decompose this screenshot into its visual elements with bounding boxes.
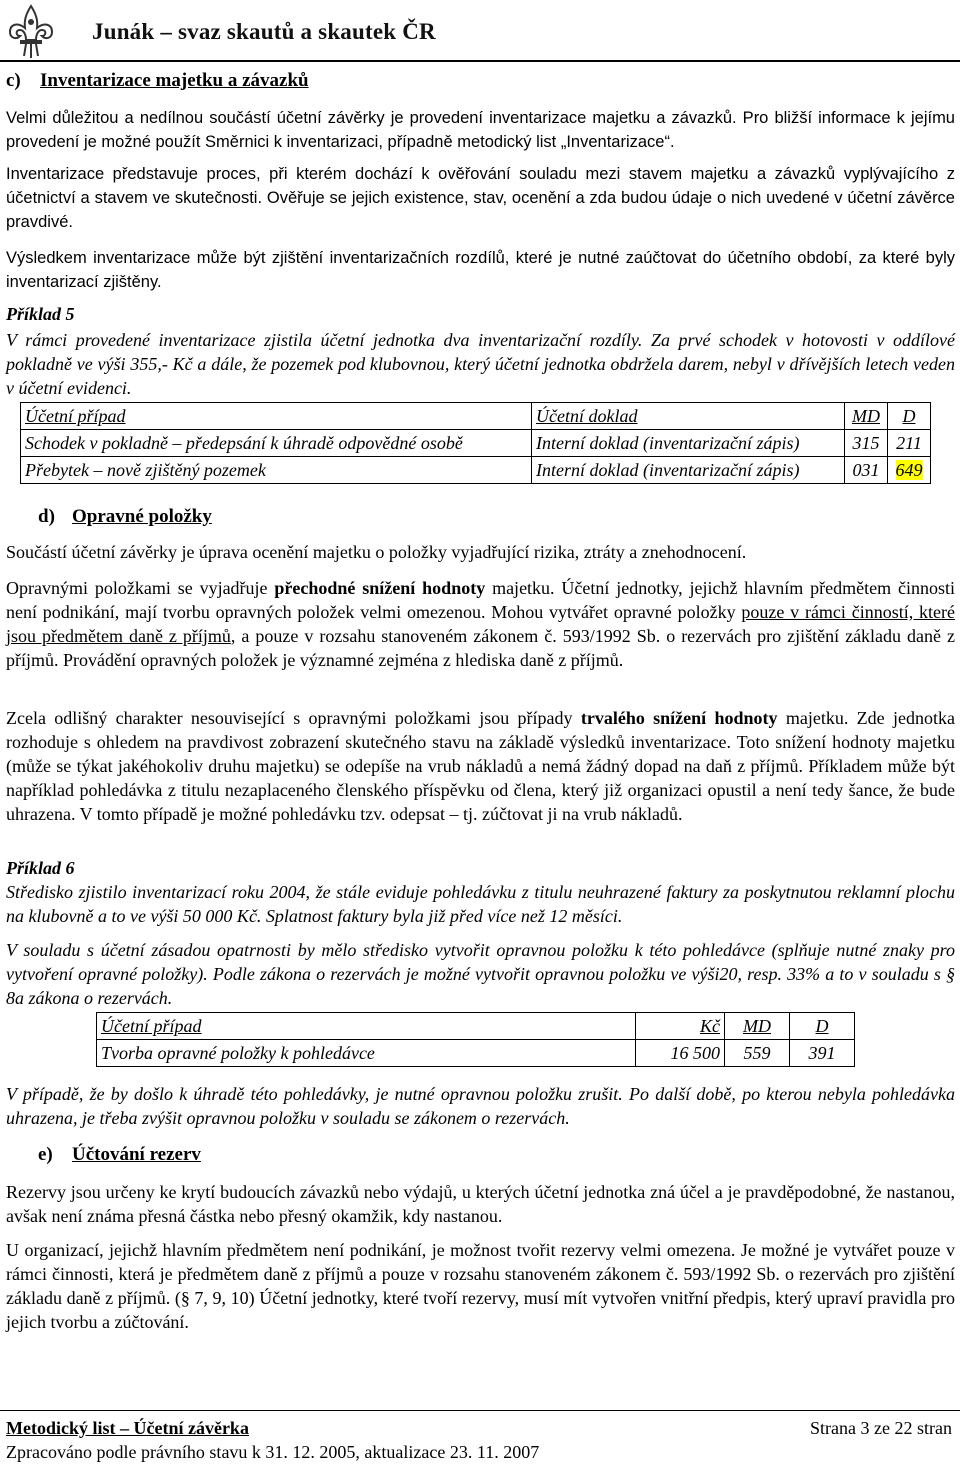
section-c-paragraph-2 <box>6 162 955 234</box>
section-c-title: Inventarizace majetku a závazků <box>40 70 309 91</box>
section-c-label: c) <box>6 70 21 91</box>
example-5-title: Příklad 5 <box>6 304 75 324</box>
example-6 <box>6 856 955 928</box>
highlighted-value: 649 <box>895 460 923 480</box>
example-6-text-2-wrap <box>6 938 955 1010</box>
inventory-table-wrap <box>20 402 931 484</box>
example-5 <box>6 302 955 400</box>
example-6-text-2: V souladu s účetní zásadou opatrnosti by mělo středisko vytvořit opravnou položku k této pohledávce (splňuje nutné znaky pro vytvoření opravné položky). Podle zákona o rezervách je možné vytvořit opravnou položku ve výši20, resp. 33% a to v souladu s § 8a zákona o rezervách. <box>6 940 955 1008</box>
section-c-paragraph-1: Velmi důležitou a nedílnou součástí účetní závěrky je provedení inventarizace majetku a závazků. Pro bližší informace k jejímu provedení je možné použít Směrnici k inventarizaci, případně metodický list „Inventarizace“. <box>6 109 955 151</box>
footer-revision: Zpracováno podle právního stavu k 31. 12. 2005, aktualizace 23. 11. 2007 <box>6 1442 540 1462</box>
table-header-cell: Účetní doklad <box>532 403 845 430</box>
section-c <box>6 68 955 94</box>
section-d-paragraph-1: Součástí účetní závěrky je úprava ocenění majetku o položky vyjadřující rizika, ztráty a znehodnocení. <box>6 542 747 562</box>
table-header-cell: Účetní případ <box>21 403 532 430</box>
table-cell: 559 <box>725 1040 790 1067</box>
text-run: Zcela odlišný charakter nesouvisející s opravnými položkami jsou případy <box>6 708 581 728</box>
table-header-row <box>21 403 931 430</box>
table-header-cell: D <box>888 403 931 430</box>
text-run: majetku. Účetní jednotky, jejichž hlavním předmětem činnosti není podnikání, mají tvorbu opravných položek velmi omezenou. Mohou vytvářet opravné položky <box>6 578 955 622</box>
section-c-paragraph-2a: Inventarizace představuje proces, při kterém dochází k ověřování souladu mezi stavem majetku a závazků vyplývajícího z účetnictví a stavem ve skutečnosti. <box>6 165 955 207</box>
table-header-cell: Kč <box>636 1013 725 1040</box>
section-d-label: d) <box>38 506 55 527</box>
table-cell: 315 <box>845 430 888 457</box>
section-d-title: Opravné položky <box>72 506 212 527</box>
table-header-cell: MD <box>845 403 888 430</box>
table-cell: 211 <box>888 430 931 457</box>
table-cell: 031 <box>845 457 888 484</box>
section-c-paragraph-2b: Ověřuje se jejich existence, stav, ocenění a zda budou údaje o nich uvedené v účetní závěrce pravdivé. <box>6 189 955 231</box>
section-d-paragraph-3 <box>6 706 955 826</box>
bold-phrase: trvalého snížení hodnoty <box>580 708 778 728</box>
section-d-after-table: V případě, že by došlo k úhradě této pohledávky, je nutné opravnou položku zrušit. Po další době, po kterou nebyla pohledávka uhrazena, je třeba zvýšit opravnou položku v souladu se zákonem o rezervách. <box>6 1084 955 1128</box>
provision-table <box>96 1012 855 1067</box>
section-e-paragraph-2-wrap <box>6 1238 955 1334</box>
page-number: Strana 3 ze 22 stran <box>810 1418 952 1438</box>
section-e-label: e) <box>38 1144 53 1165</box>
section-e-paragraph-2: U organizací, jejichž hlavním předmětem není podnikání, je možnost tvořit rezervy velmi omezena. Je možné je vytvářet pouze v rámci činnosti, která je předmětem daně z příjmů a pouze v rozsahu stanoveném zákonem č. 593/1992 Sb. o rezervách pro zjištění základu daně z příjmů. (§ 7, 9, 10) Účetní jednotky, které tvoří rezervy, musí mít vytvořen vnitřní předpis, který upraví pravidla pro jejich tvorbu a zúčtování. <box>6 1240 955 1332</box>
table-row <box>21 457 931 484</box>
section-e-paragraph-1: Rezervy jsou určeny ke krytí budoucích závazků nebo výdajů, u kterých účetní jednotka zná účel a je pravděpodobné, že nastanou, avšak není známa přesná částka nebo přesný okamžik, kdy nastanou. <box>6 1182 955 1226</box>
table-row <box>97 1040 855 1067</box>
section-c-heading <box>6 68 955 94</box>
table-header-row <box>97 1013 855 1040</box>
section-d-heading <box>38 504 938 530</box>
inventory-table <box>20 402 931 484</box>
underlined-phrase: pouze v rámci činností, které jsou předmětem daně z příjmů <box>6 602 955 646</box>
example-6-title: Příklad 6 <box>6 858 75 878</box>
section-c-paragraph-3: Výsledkem inventarizace může být zjištění inventarizačních rozdílů, které je nutné zaúčtovat do účetního období, za které byly inventarizací zjištěny. <box>6 249 955 291</box>
table-row <box>21 430 931 457</box>
table-cell: Přebytek – nově zjištěný pozemek <box>21 457 532 484</box>
provision-table-wrap <box>96 1012 855 1067</box>
text-run: majetku. Zde jednotka rozhoduje s ohledem na pravdivost zobrazení skutečného stavu na základě výsledků inventarizace. Toto snížení hodnoty majetku (může se týkat jakéhokoliv druhu majetku) se odepíše na vrub nákladů a nemá žádný dopad na daň z příjmů. Příkladem může být například pohledávka z titulu nezaplaceného členského příspěvku od člena, který již organizaci opustil a není tedy šance, že bude uhrazena. V tomto případě je možné pohledávku tzv. odepsat – tj. zúčtovat ji na vrub nákladů. <box>6 708 955 824</box>
table-cell: Schodek v pokladně – předepsání k úhradě odpovědné osobě <box>21 430 532 457</box>
table-cell: Interní doklad (inventarizační zápis) <box>532 430 845 457</box>
table-cell: 16 500 <box>636 1040 725 1067</box>
example-5-text: V rámci provedené inventarizace zjistila účetní jednotka dva inventarizační rozdíly. Za prvé schodek v hotovosti v oddílové pokladně ve výši 355,- Kč a dále, že pozemek pod klubovnou, který účetní jednotka obdržela darem, nebyl v dřívějších letech veden v účetní evidenci. <box>6 330 955 398</box>
table-cell: Interní doklad (inventarizační zápis) <box>532 457 845 484</box>
text-run: , a pouze v rozsahu stanoveném zákonem č. 593/1992 Sb. o rezervách pro zjištění základu daně z příjmů. Provádění opravných položek je významné zejména z hlediska daně z příjmů. <box>6 626 955 670</box>
section-d-paragraph-2 <box>6 576 955 672</box>
fleur-de-lis-logo-icon <box>4 2 58 60</box>
section-d-paragraph-1-wrap <box>6 540 955 564</box>
header-title: Junák – svaz skautů a skautek ČR <box>92 19 436 44</box>
table-cell: Tvorba opravné položky k pohledávce <box>97 1040 636 1067</box>
section-d-after-table-wrap <box>6 1082 955 1130</box>
bold-phrase: přechodné snížení hodnoty <box>274 578 486 598</box>
table-header-cell: Účetní případ <box>97 1013 636 1040</box>
text-run: Opravnými položkami se vyjadřuje <box>6 578 275 598</box>
section-e-title: Účtování rezerv <box>72 1144 201 1165</box>
section-c-body <box>6 106 955 154</box>
table-header-cell: D <box>790 1013 855 1040</box>
section-c-paragraph-3-wrap <box>6 246 955 294</box>
section-e-heading <box>38 1142 938 1168</box>
example-6-text-1: Středisko zjistilo inventarizací roku 2004, že stále eviduje pohledávku z titulu neuhrazené faktury za poskytnutou reklamní plochu na klubovně a to ve výši 50 000 Kč. Splatnost faktury byla již před více než 12 měsíci. <box>6 882 955 926</box>
table-cell: 391 <box>790 1040 855 1067</box>
footer-title: Metodický list – Účetní závěrka <box>6 1418 249 1438</box>
section-e-paragraph-1-wrap <box>6 1180 955 1228</box>
header-divider <box>0 60 960 62</box>
footer-divider <box>0 1410 960 1411</box>
table-header-cell: MD <box>725 1013 790 1040</box>
